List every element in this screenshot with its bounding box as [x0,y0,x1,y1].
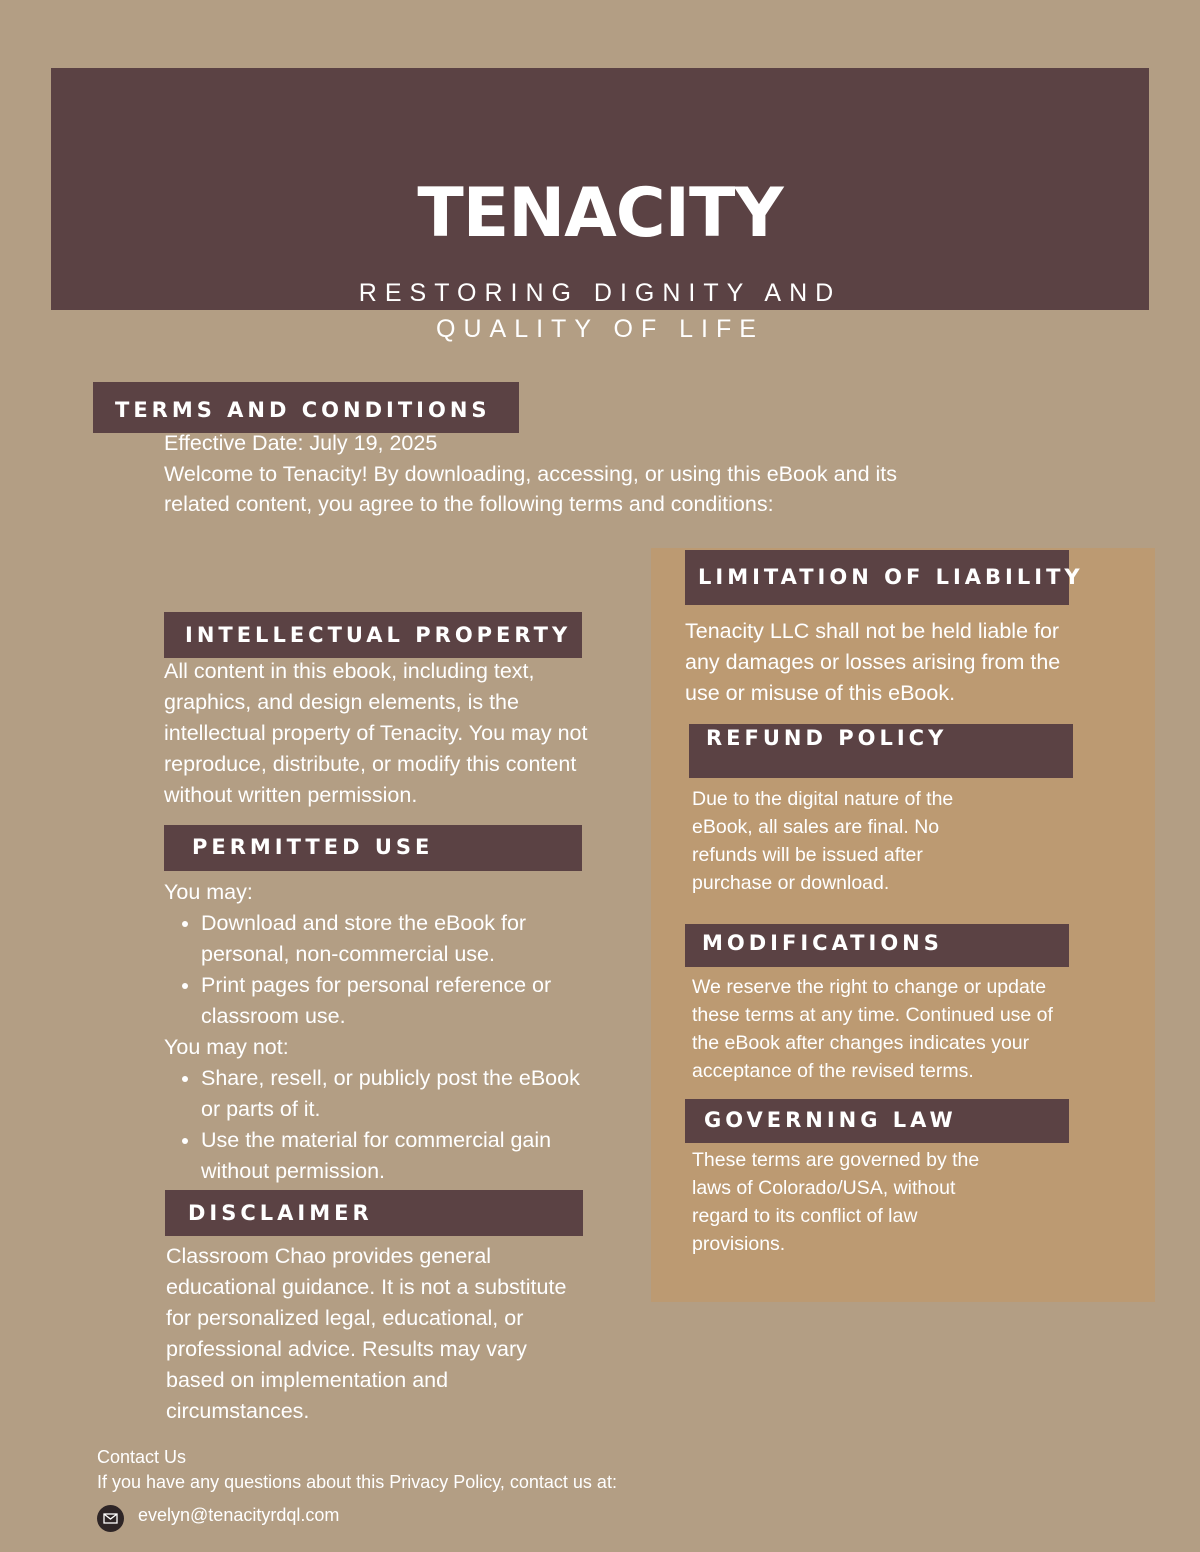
modifications-body: We reserve the right to change or update these terms at any time. Continued use of the eBook after changes indicates your acceptance of the revised terms. [692,976,1053,1082]
tagline-line-1: RESTORING DIGNITY AND [358,279,842,307]
tagline-line-2: QUALITY OF LIFE [436,315,764,343]
list-item: • Download and store the eBook for personal, non-commercial use. [201,908,584,970]
contact-email[interactable]: evelyn@tenacityrdql.com [138,1505,340,1525]
disclaimer-body: Classroom Chao provides general educational guidance. It is not a substitute for personalized legal, educational, or professional advice. Results may vary based on implementation and circumstances. [166,1244,567,1423]
list-item: • Share, resell, or publicly post the eBook or parts of it. [201,1063,584,1125]
brand-title: TENACITY [417,174,783,253]
contact-title: Contact Us [97,1447,187,1467]
refund-body: Due to the digital nature of the eBook, all sales are final. No refunds will be issued after purchase or download. [692,788,954,894]
limitation-heading: LIMITATION OF LIABILITY [685,550,1069,605]
welcome-line-2: related content, you agree to the following terms and conditions: [164,492,774,516]
modifications-heading: MODIFICATIONS [685,924,1069,967]
mail-icon [97,1505,124,1532]
terms-heading: TERMS AND CONDITIONS [93,382,519,433]
may-list [164,908,584,1032]
intellectual-property-body: All content in this ebook, including text, graphics, and design elements, is the intellectual property of Tenacity. You may not reproduce, distribute, or modify this content without written permission. [164,659,588,807]
effective-date: Effective Date: July 19, 2025 [164,431,438,455]
permitted-use-heading: PERMITTED USE [164,825,582,871]
governing-law-heading: GOVERNING LAW [685,1099,1069,1143]
refund-heading: REFUND POLICY [689,724,1073,778]
disclaimer-heading: DISCLAIMER [165,1190,583,1236]
welcome-line-1: Welcome to Tenacity! By downloading, accessing, or using this eBook and its [164,461,897,486]
may-not-list [164,1063,584,1187]
may-not-label: You may not: [164,1035,289,1059]
governing-law-body: These terms are governed by the laws of Colorado/USA, without regard to its conflict of law provisions. [692,1149,980,1255]
intellectual-property-heading: INTELLECTUAL PROPERTY [164,612,582,658]
terms-intro [164,428,1044,520]
tagline [51,275,1149,347]
may-label: You may: [164,880,253,904]
header-banner [51,68,1149,343]
contact-intro: If you have any questions about this Privacy Policy, contact us at: [97,1472,617,1492]
list-item: • Use the material for commercial gain without permission. [201,1125,584,1187]
list-item: • Print pages for personal reference or classroom use. [201,970,584,1032]
limitation-body: Tenacity LLC shall not be held liable for any damages or losses arising from the use or misuse of this eBook. [685,619,1061,705]
permitted-use-body [164,877,584,1187]
